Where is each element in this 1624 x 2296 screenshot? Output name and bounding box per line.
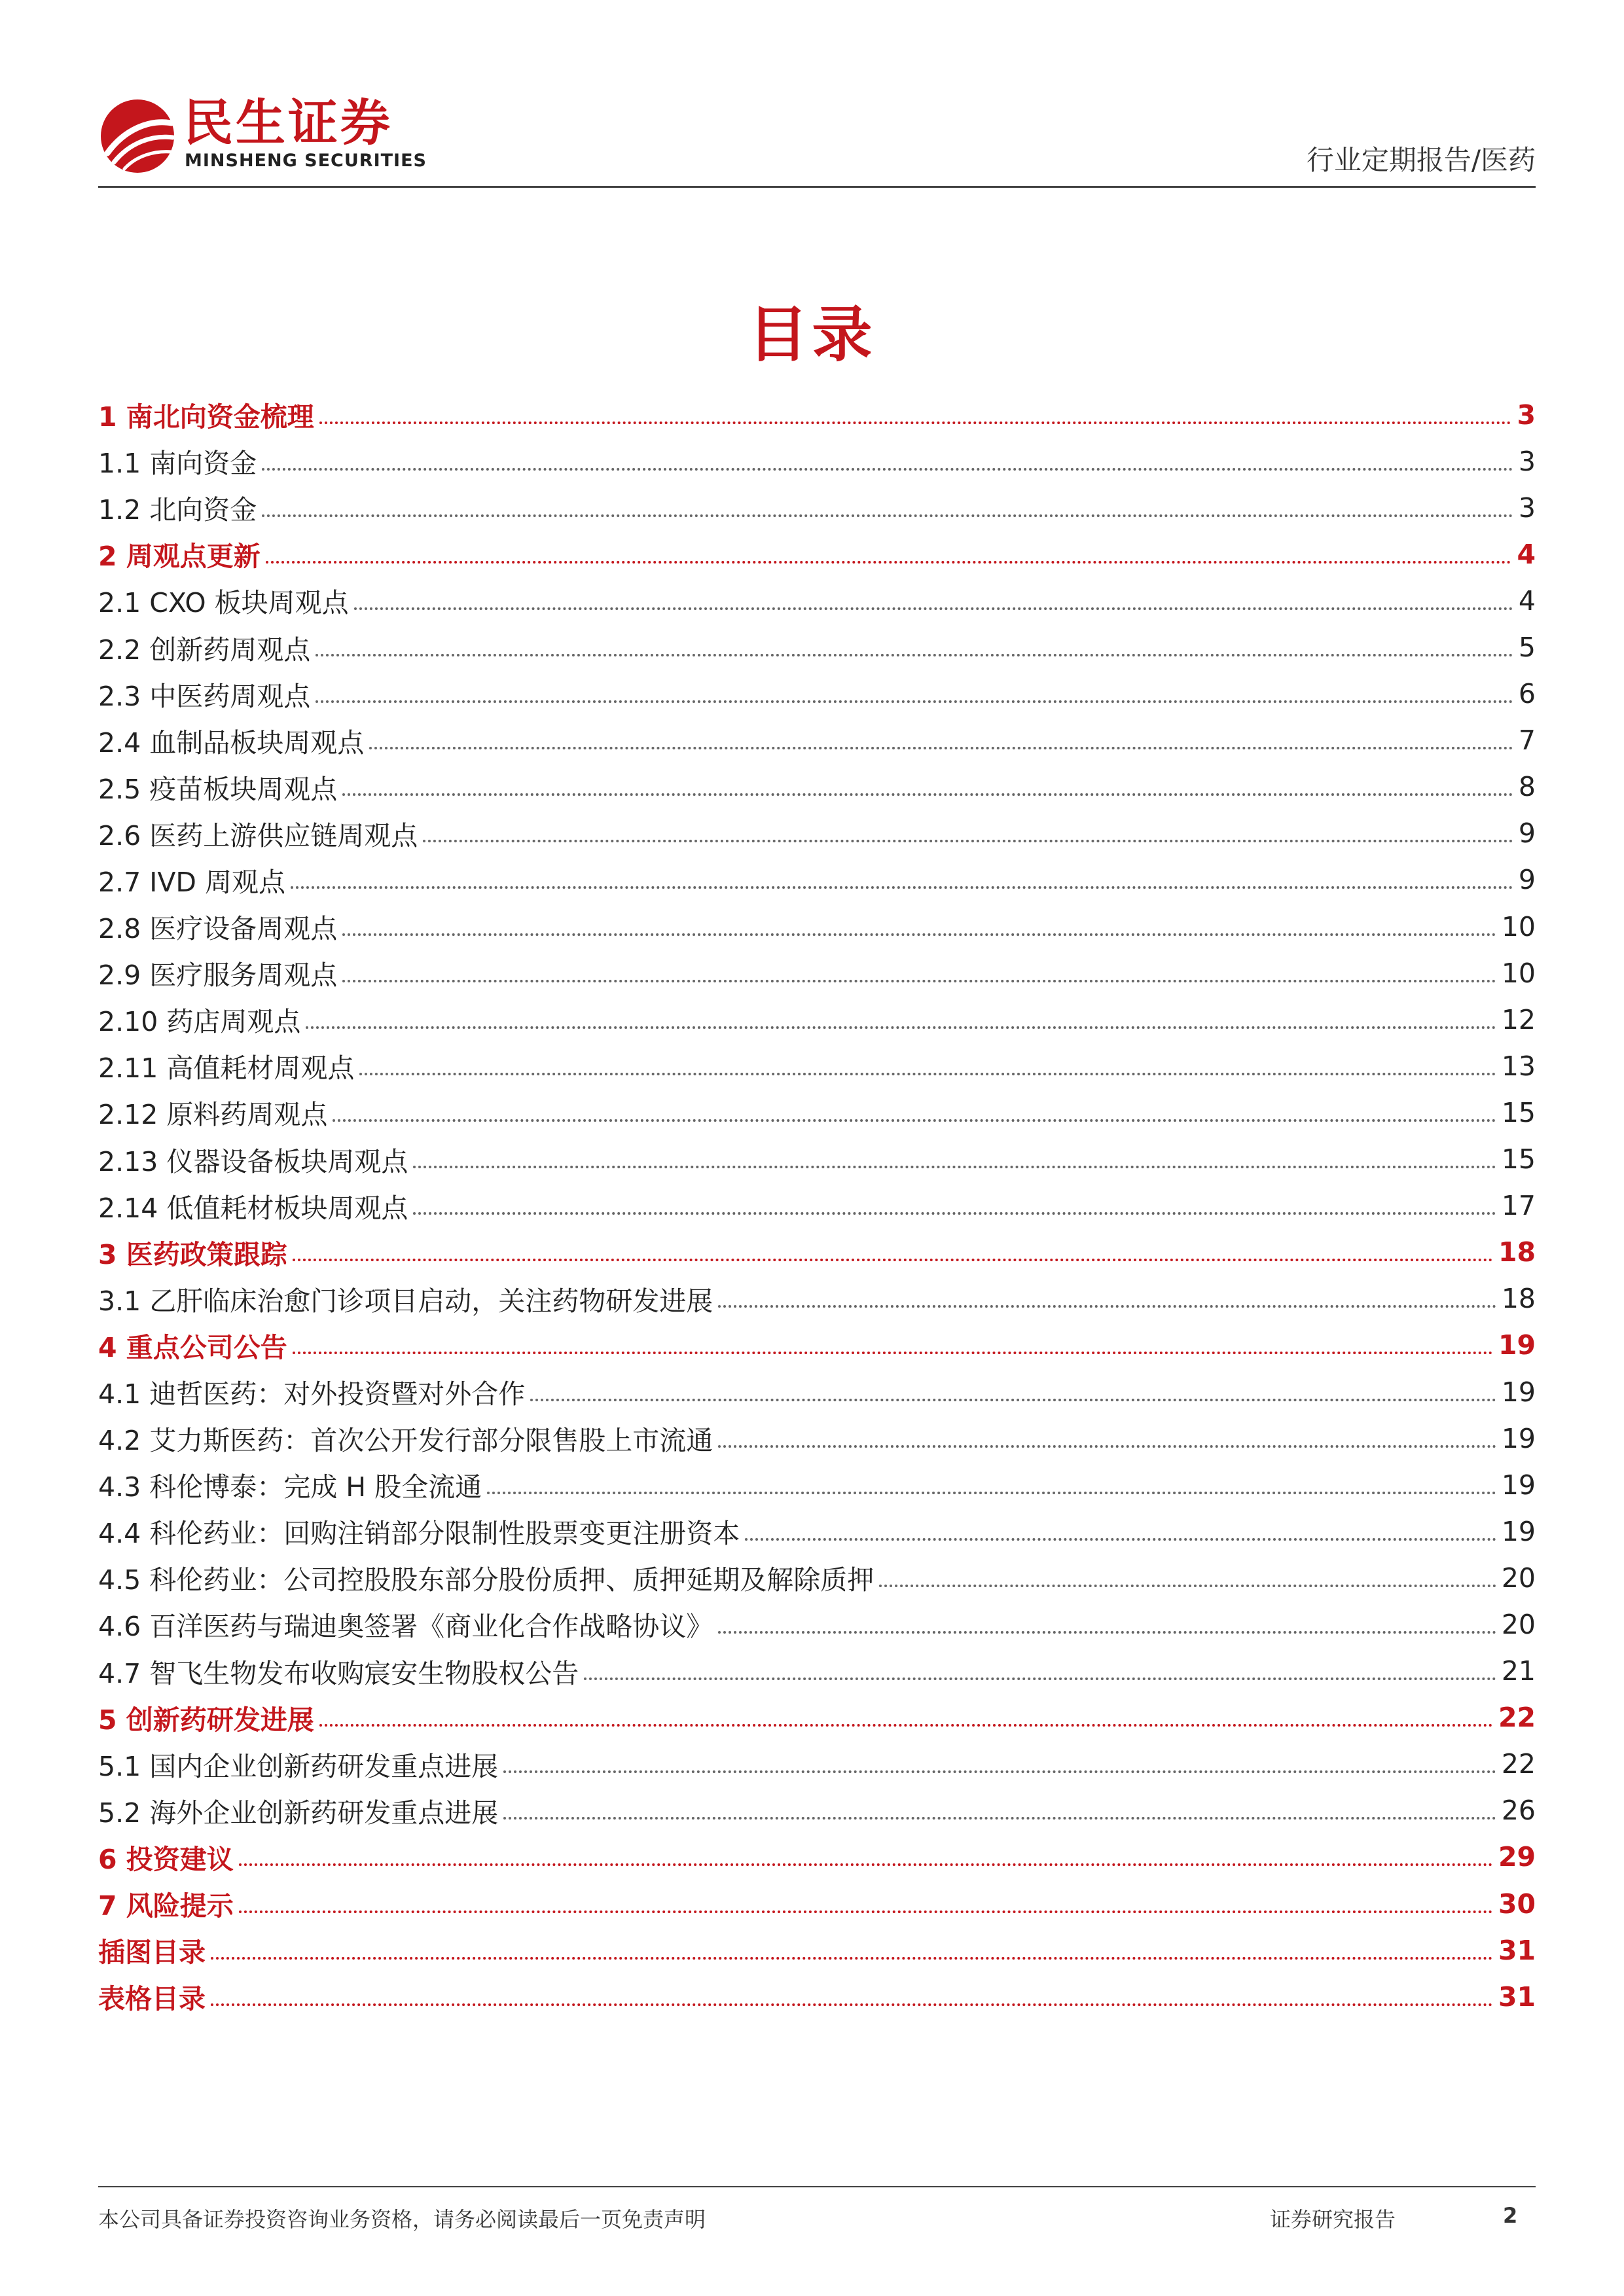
toc-entry[interactable] [98,624,1536,670]
toc-entry-label: 7 风险提示 [98,1890,234,1922]
toc-title: 目录 [748,300,876,370]
toc-entry-page: 15 [1501,1096,1536,1128]
toc-entry[interactable] [98,1834,1536,1880]
toc-entry-page: 3 [1518,492,1536,524]
toc-dot-leader [584,1677,1496,1680]
toc-entry-label: 2.8 医疗设备周观点 [98,913,338,945]
toc-dot-leader [239,1910,1493,1913]
toc-entry-page: 7 [1518,725,1536,757]
toc-entry-page: 18 [1498,1236,1536,1268]
toc-entry-page: 10 [1501,957,1536,989]
toc-entry-label: 2.7 IVD 周观点 [98,866,285,898]
toc-entry[interactable] [98,1089,1536,1136]
toc-entry[interactable] [98,1136,1536,1183]
toc-entry[interactable] [98,903,1536,950]
toc-dot-leader [503,1770,1496,1773]
toc-entry[interactable] [98,1322,1536,1369]
toc-entry-page: 30 [1498,1888,1536,1920]
toc-entry-page: 20 [1501,1608,1536,1640]
toc-entry[interactable] [98,1229,1536,1276]
toc-entry-page: 13 [1501,1050,1536,1082]
toc-dot-leader [503,1817,1496,1820]
toc-entry-page: 19 [1501,1469,1536,1501]
toc-entry[interactable] [98,1276,1536,1322]
footer-divider [98,2186,1536,2187]
toc-dot-leader [745,1538,1496,1541]
toc-entry-label: 2.11 高值耗材周观点 [98,1052,355,1085]
toc-dot-leader [333,1119,1496,1122]
toc-dot-leader [359,1073,1496,1075]
toc-entry-label: 2 周观点更新 [98,541,261,573]
toc-entry[interactable] [98,484,1536,531]
toc-entry-page: 5 [1518,632,1536,664]
toc-entry-label: 2.4 血制品板块周观点 [98,726,365,759]
toc-entry-label: 4.5 科伦药业：公司控股股东部分股份质押、质押延期及解除质押 [98,1564,875,1596]
toc-entry-label: 6 投资建议 [98,1843,234,1875]
toc-entry-page: 29 [1498,1841,1536,1873]
toc-dot-leader [239,1863,1493,1866]
toc-dot-leader [487,1492,1496,1494]
toc-entry-label: 2.5 疫苗板块周观点 [98,773,338,805]
toc-entry-page: 4 [1518,584,1536,617]
toc-entry[interactable] [98,438,1536,484]
toc-entry[interactable] [98,1787,1536,1834]
toc-dot-leader [718,1631,1496,1634]
toc-entry-label: 4.7 智飞生物发布收购宸安生物股权公告 [98,1657,579,1689]
toc-dot-leader [718,1305,1496,1308]
toc-dot-leader [342,980,1496,982]
toc-entry[interactable] [98,717,1536,764]
toc-entry-label: 2.13 仪器设备板块周观点 [98,1145,408,1177]
toc-entry[interactable] [98,531,1536,577]
toc-entry-label: 1 南北向资金梳理 [98,401,314,433]
toc-dot-leader [266,561,1512,564]
toc-entry-label: 3.1 乙肝临床治愈门诊项目启动，关注药物研发进展 [98,1285,713,1317]
toc-entry[interactable] [98,671,1536,717]
toc-entry-page: 31 [1498,1981,1536,2013]
toc-entry-label: 插图目录 [98,1937,206,1969]
toc-entry[interactable] [98,1741,1536,1787]
toc-entry[interactable] [98,1415,1536,1462]
table-of-contents [98,391,1536,2020]
toc-entry[interactable] [98,1183,1536,1229]
toc-dot-leader [316,700,1513,703]
toc-entry-label: 4.6 百洋医药与瑞迪奥签署《商业化合作战略协议》 [98,1611,713,1643]
toc-dot-leader [262,514,1513,517]
toc-entry-label: 4.4 科伦药业：回购注销部分限制性股票变更注册资本 [98,1518,740,1550]
toc-entry-page: 6 [1518,678,1536,710]
toc-dot-leader [211,2003,1493,2006]
brand-name-en: MINSHENG SECURITIES [185,151,427,171]
toc-entry[interactable] [98,1695,1536,1741]
toc-entry-label: 4.3 科伦博泰：完成 H 股全流通 [98,1471,482,1503]
toc-entry-page: 22 [1501,1748,1536,1780]
toc-entry-page: 22 [1498,1702,1536,1734]
toc-entry[interactable] [98,1880,1536,1927]
toc-dot-leader [293,1352,1493,1354]
toc-dot-leader [291,886,1513,889]
toc-entry-page: 18 [1501,1283,1536,1315]
toc-entry-label: 2.6 医药上游供应链周观点 [98,819,418,852]
toc-entry-page: 4 [1517,538,1536,570]
toc-entry-label: 2.3 中医药周观点 [98,680,311,712]
toc-dot-leader [530,1399,1496,1401]
toc-entry[interactable] [98,764,1536,810]
toc-entry[interactable] [98,1508,1536,1554]
toc-entry-label: 2.14 低值耗材板块周观点 [98,1192,408,1224]
toc-entry[interactable] [98,996,1536,1043]
toc-entry-label: 2.2 创新药周观点 [98,634,311,666]
toc-dot-leader [211,1957,1493,1960]
toc-entry[interactable] [98,1043,1536,1089]
report-type: 行业定期报告/医药 [1306,144,1536,176]
toc-entry-page: 19 [1498,1329,1536,1361]
toc-entry-label: 5.2 海外企业创新药研发重点进展 [98,1797,499,1829]
toc-dot-leader [319,1724,1493,1727]
toc-entry[interactable] [98,1462,1536,1508]
toc-entry[interactable] [98,950,1536,996]
toc-dot-leader [293,1259,1493,1261]
toc-entry-page: 12 [1501,1003,1536,1035]
page-number: 2 [1503,2203,1518,2228]
toc-entry[interactable] [98,391,1536,438]
toc-entry-label: 5.1 国内企业创新药研发重点进展 [98,1750,499,1782]
toc-dot-leader [423,840,1513,842]
toc-entry-page: 9 [1518,864,1536,896]
toc-dot-leader [262,468,1513,471]
toc-entry[interactable] [98,577,1536,624]
page-header [98,92,1536,190]
toc-entry-page: 15 [1501,1143,1536,1175]
toc-entry-page: 19 [1501,1376,1536,1408]
toc-entry-label: 2.10 药店周观点 [98,1006,301,1038]
toc-entry-label: 2.9 医疗服务周观点 [98,960,338,992]
toc-entry-page: 31 [1498,1934,1536,1966]
toc-entry[interactable] [98,810,1536,857]
footer-disclaimer: 本公司具备证券投资咨询业务资格，请务必阅读最后一页免责声明 [98,2207,706,2232]
toc-entry-page: 17 [1501,1190,1536,1222]
toc-entry[interactable] [98,857,1536,903]
toc-entry-page: 19 [1501,1515,1536,1547]
header-divider [98,186,1536,188]
toc-entry-page: 8 [1518,771,1536,803]
toc-entry-label: 1.1 南向资金 [98,448,257,480]
toc-dot-leader [342,793,1513,796]
toc-entry-page: 20 [1501,1562,1536,1594]
toc-dot-leader [879,1585,1496,1587]
toc-entry-label: 4.2 艾力斯医药：首次公开发行部分限售股上市流通 [98,1425,713,1457]
toc-dot-leader [718,1445,1496,1448]
toc-dot-leader [319,422,1512,424]
toc-entry-page: 10 [1501,910,1536,942]
toc-entry-page: 3 [1518,445,1536,477]
minsheng-logo-icon [98,97,177,175]
toc-entry-label: 3 医药政策跟踪 [98,1238,287,1270]
toc-dot-leader [413,1166,1496,1168]
toc-entry[interactable] [98,1601,1536,1647]
toc-dot-leader [413,1212,1496,1215]
toc-dot-leader [369,747,1513,749]
toc-entry-label: 4.1 迪哲医药：对外投资暨对外合作 [98,1378,526,1410]
footer-report-type: 证券研究报告 [1270,2207,1396,2232]
toc-entry-label: 2.12 原料药周观点 [98,1099,328,1131]
toc-entry-label: 1.2 北向资金 [98,494,257,526]
toc-entry[interactable] [98,1927,1536,1973]
toc-entry-page: 3 [1517,399,1536,431]
toc-entry-page: 21 [1501,1655,1536,1687]
toc-dot-leader [306,1026,1496,1029]
toc-dot-leader [354,607,1513,610]
toc-entry[interactable] [98,1973,1536,2020]
toc-entry-page: 26 [1501,1795,1536,1827]
toc-entry[interactable] [98,1554,1536,1601]
toc-entry-label: 5 创新药研发进展 [98,1704,314,1736]
toc-entry-page: 19 [1501,1422,1536,1454]
toc-dot-leader [342,933,1496,936]
brand-name-cn: 民生证券 [183,94,393,152]
toc-entry-label: 表格目录 [98,1983,206,2015]
toc-entry-page: 9 [1518,817,1536,850]
toc-entry[interactable] [98,1648,1536,1695]
toc-entry-label: 4 重点公司公告 [98,1331,287,1363]
toc-entry-label: 2.1 CXO 板块周观点 [98,587,349,619]
toc-entry[interactable] [98,1369,1536,1415]
toc-dot-leader [316,654,1513,656]
